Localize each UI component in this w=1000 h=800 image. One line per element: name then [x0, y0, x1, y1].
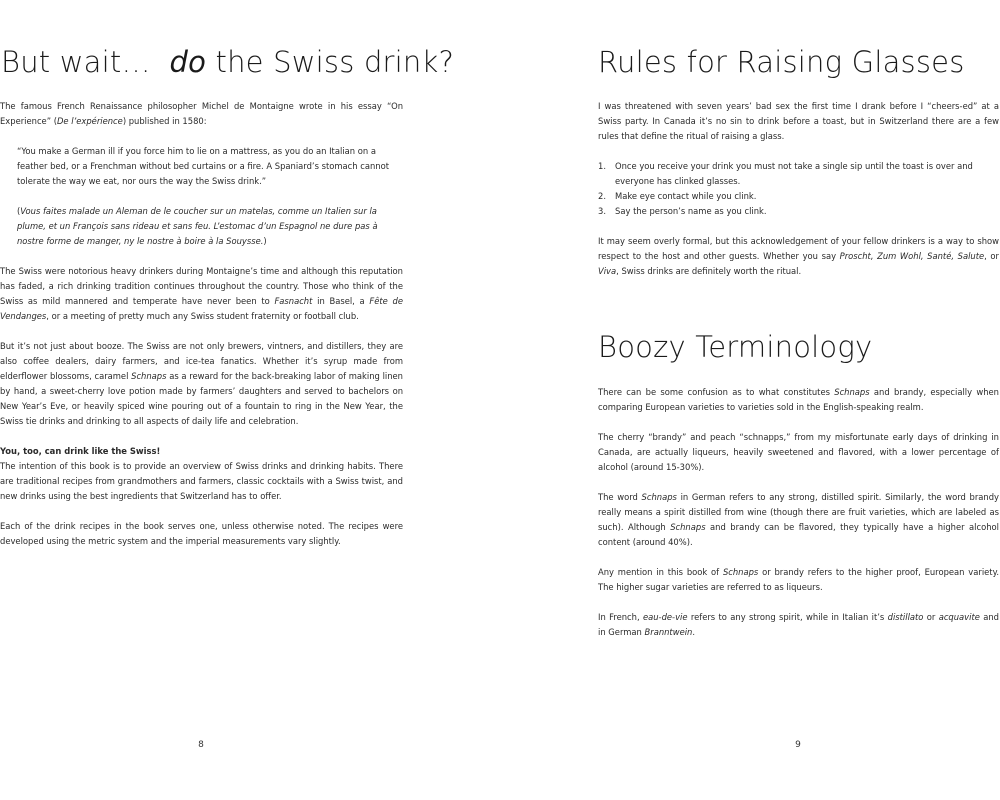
page-number-right: 9 [795, 740, 801, 750]
terminology-section-body [598, 385, 999, 640]
terminology-paragraph-5: In French, eau-de-vie refers to any strong spirit, while in Italian it’s distillato or acquavite and in German Branntwein. [598, 612, 1000, 637]
page-number-left: 8 [198, 740, 204, 750]
subheading: You, too, can drink like the Swiss! [0, 446, 161, 456]
terminology-paragraph-2: The cherry “brandy” and peach “schnapps,” from my misfortunate early days of drinking in Canada, are actually liqueurs, heavily sweetened and flavored, with a lower percentage of alcohol (around 15-30%). [598, 432, 999, 472]
rules-section-body [598, 99, 999, 279]
paragraph-swiss-drinkers: The Swiss were notorious heavy drinkers during Montaigne’s time and although this reputation has faded, a rich drinking tradition continues throughout the country. Those who think of the Swiss as mild mannered and temperate have never been to Fasnacht in Basel, a Fête de Vendanges, or a meeting of pretty much any Swiss student fraternity or football club. [0, 266, 403, 321]
list-item: 2. Make eye contact while you clink. [598, 191, 757, 201]
intro-paragraph: The famous French Renaissance philosopher Michel de Montaigne wrote in his essay “On Experience” (De l’expérience) published in 1580: [0, 101, 403, 126]
quote-english: “You make a German ill if you force him to lie on a mattress, as you do an Italian on a feather bed, or a Frenchman without bed curtains or a fire. A Spaniard’s stomach cannot tolerate the way we eat, nor ours the way the Swiss drink.” [17, 146, 389, 186]
montaigne-quote [17, 144, 403, 249]
quote-french: (Vous faites malade un Aleman de le coucher sur un matelas, comme un Italien sur la plume, et un François sans rideau et sans feu. L’estomac d’un Espagnol ne dure pas à nostre forme de manger, ny le nostre à boire à la Souysse.) [17, 206, 378, 246]
left-page [0, 0, 455, 800]
section-title-rules: Rules for Raising Glasses [598, 45, 965, 79]
rules-intro-paragraph: I was threatened with seven years’ bad sex the first time I drank before I “cheers-ed” at a Swiss party. In Canada it’s no sin to drink before a toast, but in Switzerland there are a few rules that define the ritual of raising a glass. [598, 101, 999, 141]
left-page-body [0, 99, 403, 549]
list-item: 1. Once you receive your drink you must not take a single sip until the toast is over and everyone has clinked glasses. [598, 161, 973, 186]
right-page [598, 0, 999, 800]
terminology-paragraph-1: There can be some confusion as to what constitutes Schnaps and brandy, especially when comparing European varieties to varieties sold in the English-speaking realm. [598, 387, 999, 412]
paragraph-recipes: Each of the drink recipes in the book serves one, unless otherwise noted. The recipes were developed using the metric system and the imperial measurements vary slightly. [0, 521, 403, 546]
paragraph-not-just-booze: But it’s not just about booze. The Swiss are not only brewers, vintners, and distillers, they are also coffee dealers, dairy farmers, and ice-tea fanatics. Whether it’s syrup made from elderflower blossoms, caramel Schnaps as a reward for the back-breaking labor of making linen by hand, a sweet-cherry love potion made by farmers’ daughters and served to bachelors on New Year’s Eve, or heavily spiced wine pouring out of a fountain to ring in the New Year, the Swiss tie drinks and drinking to all aspects of daily life and celebration. [0, 341, 403, 426]
rules-list [598, 159, 999, 219]
list-item: 3. Say the person’s name as you clink. [598, 206, 767, 216]
terminology-paragraph-4: Any mention in this book of Schnaps or brandy refers to the higher proof, European variety. The higher sugar varieties are referred to as liqueurs. [598, 567, 1000, 592]
paragraph-intention: The intention of this book is to provide an overview of Swiss drinks and drinking habits. There are traditional recipes from grandmothers and farmers, classic cocktails with a Swiss twist, and new drinks using the best ingredients that Switzerland has to offer. [0, 461, 403, 501]
rules-closing-paragraph: It may seem overly formal, but this acknowledgement of your fellow drinkers is a way to show respect to the host and other guests. Whether you say Proscht, Zum Wohl, Santé, Salute, or Viva, Swiss drinks are definitely worth the ritual. [598, 236, 999, 276]
left-page-title: But wait… do the Swiss drink? [1, 45, 455, 79]
terminology-paragraph-3: The word Schnaps in German refers to any strong, distilled spirit. Similarly, the word brandy really means a spirit distilled from wine (though there are fruit varieties, which are labeled as such). Although Schnaps and brandy can be flavored, they typically have a higher alcohol content (around 40%). [598, 492, 999, 547]
section-title-terminology: Boozy Terminology [598, 330, 873, 364]
